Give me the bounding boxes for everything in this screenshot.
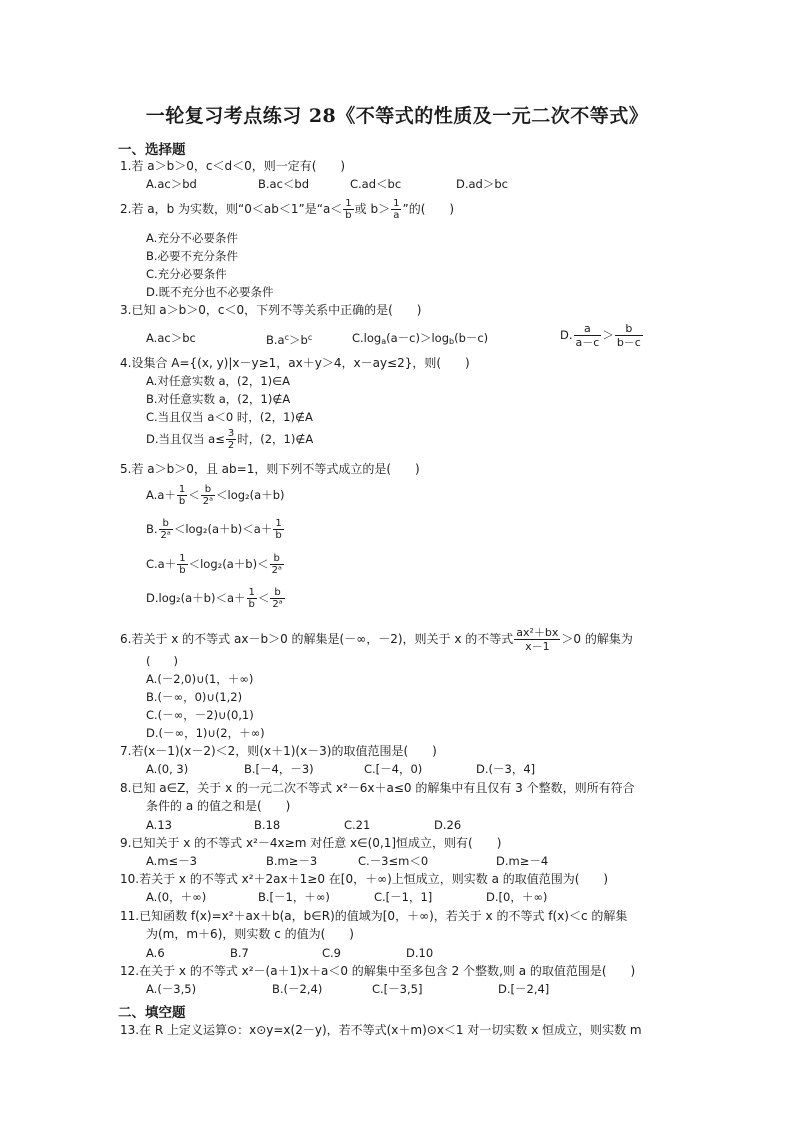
q8-option-d: D.26 — [434, 818, 462, 832]
q9-option-b: B.m≥－3 — [266, 854, 318, 868]
q2-fraction-1-over-a: $\frac{1}{a}$ — [393, 198, 400, 221]
q10-option-b: B.[－1，＋∞) — [258, 890, 330, 904]
q4-fraction-3-over-2: $\frac{3}{2}$ — [227, 428, 235, 451]
question-10-stem: 10.若关于 x 的不等式 x²＋2ax＋1≥0 在[0，＋∞)上恒成立，则实数 a 的取值范围为( ) — [120, 872, 609, 886]
q10-option-a: A.(0，＋∞) — [146, 890, 207, 904]
q1-option-d: D.ad＞bc — [456, 177, 508, 191]
q12-option-b: B.(－2,4) — [272, 982, 323, 996]
q3-option-b: $B.a^c>b^c$ — [266, 333, 313, 347]
q6-option-c: C.(－∞，－2)∪(0,1) — [146, 708, 254, 722]
section-heading-fill: 二、填空题 — [118, 1005, 186, 1021]
question-4-stem: 4.设集合 A={(x, y)|x－y≥1，ax＋y＞4，x－ay≤2}，则( ) — [120, 356, 470, 370]
q3-fraction-b-over-b-minus-c: $\frac{b}{b-c}$ — [616, 322, 641, 349]
q11-option-c: C.9 — [322, 946, 342, 960]
question-13-stem: 13.在 R 上定义运算⊙：x⊙y=x(2－y)，若不等式(x＋m)⊙x＜1 对一切实数 x 恒成立，则实数 m — [120, 1023, 642, 1037]
q3-option-a: A.ac＞bc — [146, 331, 196, 345]
q2-option-a: A.充分不必要条件 — [146, 231, 238, 245]
q6-option-d: D.(－∞，1)∪(2，＋∞) — [146, 726, 265, 740]
q8-option-c: C.21 — [344, 818, 371, 832]
q2-stem-mid: 或 b＞ — [354, 202, 391, 216]
question-9-stem: 9.已知关于 x 的不等式 x²－4x≥m 对任意 x∈(0,1]恒成立，则有( ) — [120, 836, 502, 850]
page-title: 一轮复习考点练习 28《不等式的性质及一元二次不等式》 — [145, 105, 649, 127]
q7-option-a: A.(0, 3) — [146, 762, 189, 776]
q1-option-b: B.ac＜bd — [258, 177, 310, 191]
q6-fraction: $\frac{\text{ax²＋bx}}{x-1}$ — [516, 626, 559, 653]
q12-option-d: D.[－2,4] — [498, 982, 550, 996]
q5-option-c: C.a＋ $\frac{1}{b}$ ＜log₂(a＋b)＜ $\frac{b}{\text{2ᵃ}}$ — [146, 553, 282, 576]
q12-option-a: A.(－3,5) — [146, 982, 197, 996]
question-8-stem-line-2: 条件的 a 的值之和是( ) — [146, 799, 291, 813]
q11-option-a: A.6 — [146, 946, 165, 960]
q4-option-b: B.对任意实数 a，(2，1)∉A — [146, 392, 291, 406]
q2-fraction-1-over-b: $\frac{1}{b}$ — [345, 198, 352, 221]
q8-option-a: A.13 — [146, 818, 172, 832]
q6-option-b: B.(－∞，0)∪(1,2) — [146, 690, 243, 704]
question-8-stem-line-1: 8.已知 a∈Z，关于 x 的一元二次不等式 x²－6x＋a≤0 的解集中有且仅有 3 个整数，则所有符合 — [120, 781, 635, 795]
q8-option-b: B.18 — [254, 818, 281, 832]
question-3-stem: 3.已知 a＞b＞0，c＜0，下列不等关系中正确的是( ) — [120, 303, 422, 317]
q9-option-d: D.m≥－4 — [496, 854, 549, 868]
q3-option-c: $C.\log_a(a-c)>\log_b(b-c)$ — [352, 331, 489, 346]
q1-option-c: C.ad＜bc — [350, 177, 402, 191]
q7-option-d: D.(－3，4] — [476, 762, 536, 776]
q10-option-c: C.[－1，1] — [374, 890, 433, 904]
q11-option-d: D.10 — [406, 946, 434, 960]
q11-option-b: B.7 — [230, 946, 249, 960]
q3-fraction-a-over-a-minus-c: $\frac{a}{a-c}$ — [575, 322, 600, 349]
question-12-stem: 12.在关于 x 的不等式 x²－(a＋1)x＋a＜0 的解集中至多包含 2 个整数,则 a 的取值范围是( ) — [120, 964, 636, 978]
q7-option-b: B.[－4，－3) — [244, 762, 314, 776]
question-6-stem: 6.若关于 x 的不等式 ax－b＞0 的解集是(－∞，－2)，则关于 x 的不等式 $\frac{\text{ax²＋bx}}{x-1}$ ＞0 的解集为 — [120, 626, 633, 653]
q10-option-d: D.[0，＋∞) — [486, 890, 548, 904]
question-5-stem: 5.若 a＞b＞0，且 ab=1，则下列不等式成立的是( ) — [120, 462, 420, 476]
q2-option-c: C.充分必要条件 — [146, 267, 227, 281]
q2-option-b: B.必要不充分条件 — [146, 249, 239, 263]
q2-option-d: D.既不充分也不必要条件 — [146, 285, 274, 299]
q6-option-a: A.(－2,0)∪(1，＋∞) — [146, 672, 254, 686]
q2-stem-pre: 2.若 a，b 为实数，则“0＜ab＜1”是“a＜ — [120, 202, 343, 216]
q2-stem-post: ”的( ) — [402, 202, 455, 216]
question-1-stem: 1.若 a＞b＞0，c＜d＜0，则一定有( ) — [120, 159, 346, 173]
question-11-stem-line-2: 为(m，m＋6)，则实数 c 的值为( ) — [146, 927, 354, 941]
q9-option-a: A.m≤－3 — [146, 854, 197, 868]
question-7-stem: 7.若(x－1)(x－2)＜2，则(x＋1)(x－3)的取值范围是( ) — [120, 744, 437, 758]
q3-option-d: D. $\frac{a}{a-c}$ ＞ $\frac{b}{b-c}$ — [560, 322, 641, 349]
q7-option-c: C.[－4，0) — [364, 762, 423, 776]
q12-option-c: C.[－3,5] — [372, 982, 423, 996]
q4-option-d: D.当且仅当 a≤ $\frac{3}{2}$ 时，(2，1)∉A — [146, 428, 314, 451]
q5-option-a: A.a＋ $\frac{1}{b}$ ＜ $\frac{b}{\text{2ᵃ}}$ ＜log₂(a＋b) — [146, 484, 285, 507]
q5-option-d: D.log₂(a＋b)＜a＋ $\frac{1}{b}$ ＜ $\frac{b}{\text{2ᵃ}}$ — [146, 587, 283, 610]
question-11-stem-line-1: 11.已知函数 f(x)=x²＋ax＋b(a，b∈R)的值域为[0，＋∞)，若关于 x 的不等式 f(x)＜c 的解集 — [120, 909, 628, 923]
q9-option-c: C.－3≤m＜0 — [358, 854, 429, 868]
q6-answer-paren: ( ) — [146, 654, 178, 668]
q4-option-a: A.对任意实数 a，(2，1)∈A — [146, 374, 291, 388]
q4-option-c: C.当且仅当 a＜0 时，(2，1)∉A — [146, 410, 313, 424]
q1-option-a: A.ac＞bd — [146, 177, 197, 191]
q5-option-b: B. $\frac{b}{\text{2ᵃ}}$ ＜log₂(a＋b)＜a＋ $\frac{1}{b}$ — [146, 518, 282, 541]
section-heading-choice: 一、选择题 — [118, 142, 186, 158]
question-2-stem — [120, 198, 454, 221]
